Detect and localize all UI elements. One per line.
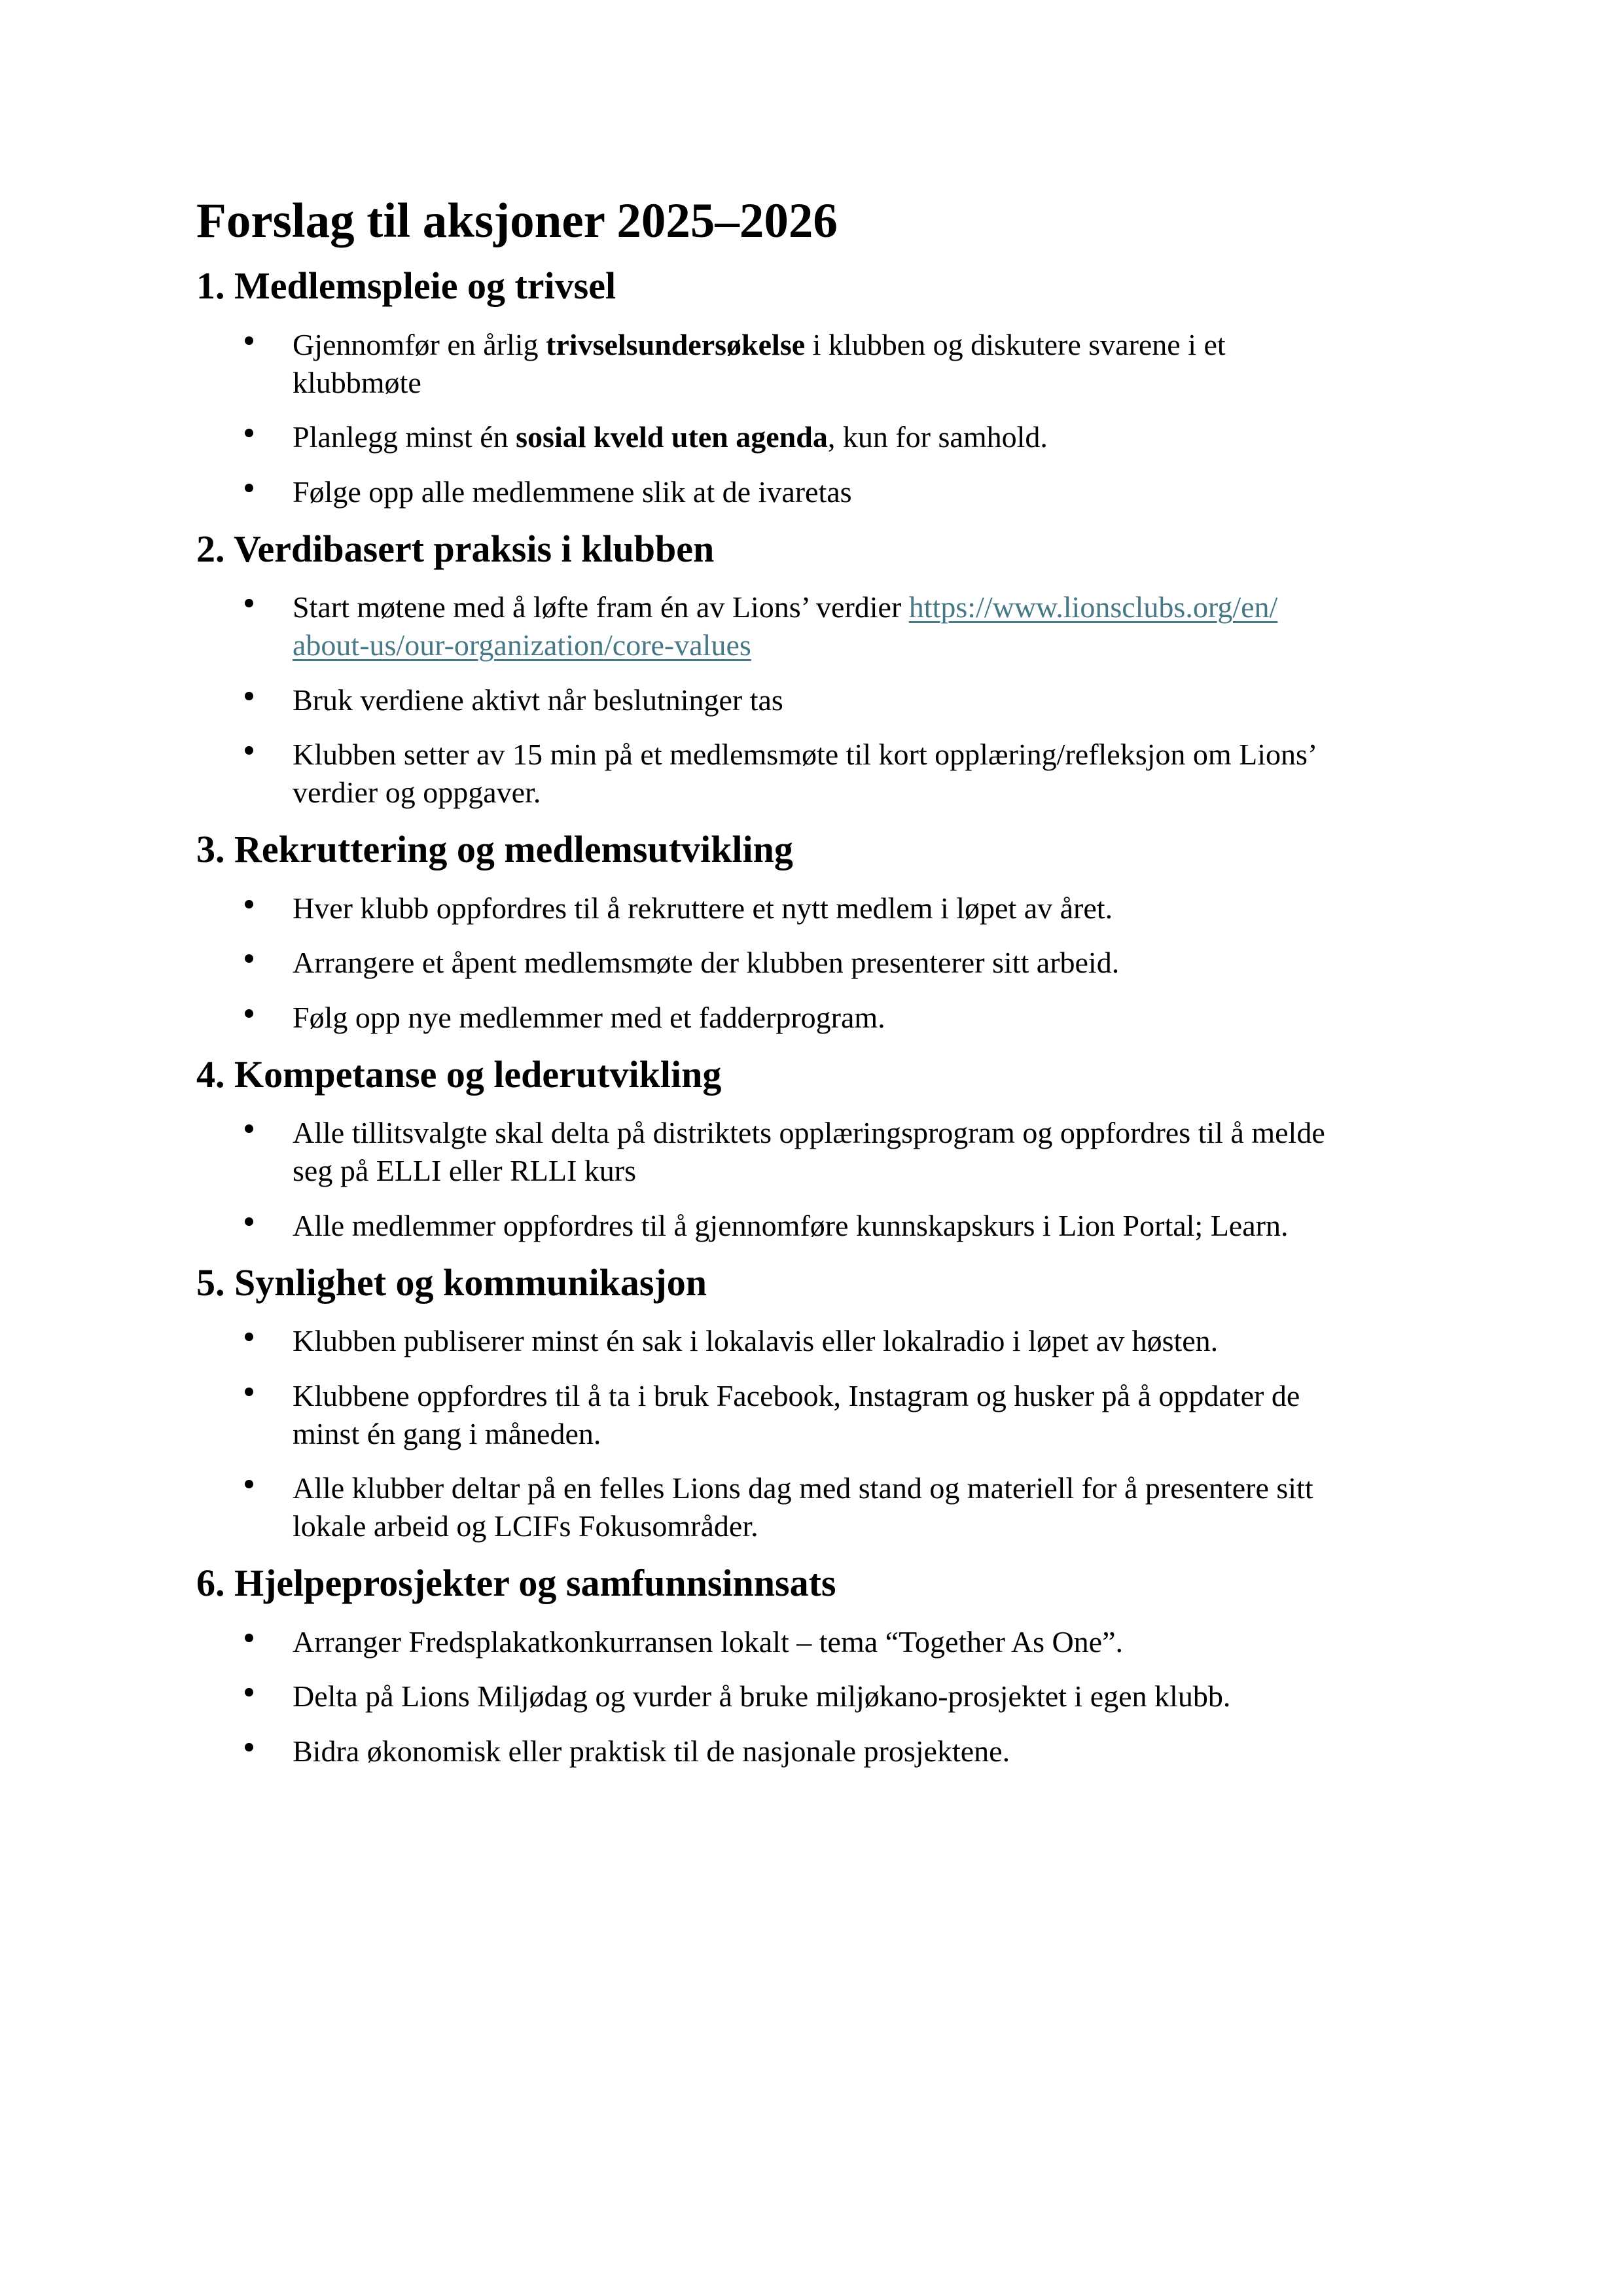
text-line: [293, 1377, 1427, 1415]
bullet-icon: [245, 1333, 253, 1341]
text-run: Alle tillitsvalgte skal delta på distriktets opplæringsprogram og oppfordres til å melde: [293, 1116, 1325, 1149]
section-heading: 5. Synlighet og kommunikasjon: [196, 1261, 707, 1304]
text-run: Klubbene oppfordres til å ta i bruk Facebook, Instagram og husker på å oppdater de: [293, 1378, 1300, 1412]
action-item-text: [293, 1469, 1427, 1545]
action-item: [196, 1677, 1427, 1715]
section-heading: 1. Medlemspleie og trivsel: [196, 264, 616, 307]
text-line: [293, 1114, 1427, 1152]
bullet-icon: [245, 1009, 253, 1018]
text-line: [293, 944, 1427, 982]
section-2: [196, 526, 1427, 812]
action-item: [196, 681, 1427, 719]
action-item: [196, 1732, 1427, 1770]
action-item-text: [293, 1677, 1427, 1715]
text-line: [293, 736, 1427, 774]
text-line: [293, 1677, 1427, 1715]
bullet-icon: [245, 1480, 253, 1488]
action-item: [196, 736, 1427, 812]
bullet-icon: [245, 900, 253, 908]
action-item: [196, 944, 1427, 982]
text-run: Bidra økonomisk eller praktisk til de nasjonale prosjektene.: [293, 1734, 1010, 1768]
action-item: [196, 1207, 1427, 1245]
bullet-icon: [245, 484, 253, 492]
text-run: Start møtene med å løfte fram én av Lions’ verdier: [293, 590, 909, 624]
text-run: minst én gang i måneden.: [293, 1416, 601, 1450]
text-run: Klubben setter av 15 min på et medlemsmøte til kort opplæring/refleksjon om Lions’: [293, 738, 1318, 771]
action-list: [196, 1623, 1427, 1770]
action-item-text: [293, 326, 1427, 402]
action-item: [196, 418, 1427, 456]
action-item: [196, 1114, 1427, 1190]
section-6: [196, 1560, 1427, 1770]
action-item-text: [293, 418, 1427, 456]
text-run: Klubben publiserer minst én sak i lokalavis eller lokalradio i løpet av høsten.: [293, 1324, 1219, 1357]
text-run: Arrangere et åpent medlemsmøte der klubben presenterer sitt arbeid.: [293, 946, 1120, 979]
text-line: [293, 1207, 1427, 1245]
section-4: [196, 1052, 1427, 1245]
action-list: [196, 1322, 1427, 1545]
text-run: Alle medlemmer oppfordres til å gjennomføre kunnskapskurs i Lion Portal; Learn.: [293, 1208, 1289, 1242]
action-list: [196, 588, 1427, 812]
text-line: [293, 1152, 1427, 1190]
text-run: Følg opp nye medlemmer med et fadderprogram.: [293, 1000, 885, 1034]
text-run: klubbmøte: [293, 365, 421, 399]
action-item: [196, 588, 1427, 664]
bullet-icon: [245, 1688, 253, 1696]
action-item: [196, 1377, 1427, 1453]
text-line: [293, 364, 1427, 402]
action-item-text: [293, 473, 1427, 511]
text-run: i klubben og diskutere svarene i et: [805, 327, 1226, 361]
action-item-text: [293, 736, 1427, 812]
bullet-icon: [245, 1217, 253, 1226]
action-list: [196, 889, 1427, 1037]
text-line: [293, 1507, 1427, 1545]
bullet-icon: [245, 336, 253, 345]
bullet-icon: [245, 692, 253, 700]
action-item: [196, 473, 1427, 511]
bullet-icon: [245, 1388, 253, 1396]
bold-text: sosial kveld uten agenda: [516, 420, 828, 454]
section-heading: 3. Rekruttering og medlemsutvikling: [196, 828, 793, 870]
action-item-text: [293, 944, 1427, 982]
action-item-text: [293, 1377, 1427, 1453]
bold-text: trivselsundersøkelse: [546, 327, 806, 361]
text-line: [293, 889, 1427, 927]
action-item-text: [293, 681, 1427, 719]
text-line: [293, 326, 1427, 364]
action-item: [196, 999, 1427, 1037]
section-5: [196, 1260, 1427, 1546]
action-item-text: [293, 588, 1427, 664]
action-item: [196, 1469, 1427, 1545]
section-heading: 4. Kompetanse og lederutvikling: [196, 1052, 722, 1096]
bullet-icon: [245, 1124, 253, 1133]
action-item-text: [293, 1207, 1427, 1245]
sections-container: [196, 263, 1427, 1770]
text-run: Arranger Fredsplakatkonkurransen lokalt – tema “Together As One”.: [293, 1624, 1124, 1659]
text-line: [293, 1469, 1427, 1507]
action-item-text: [293, 999, 1427, 1037]
text-run: Planlegg minst én: [293, 420, 516, 454]
text-line: [293, 1322, 1427, 1360]
action-item: [196, 889, 1427, 927]
text-run: Delta på Lions Miljødag og vurder å bruke miljøkano-prosjektet i egen klubb.: [293, 1679, 1231, 1713]
text-line: [293, 1623, 1427, 1661]
text-run: Gjennomfør en årlig: [293, 327, 546, 361]
core-values-link[interactable]: about-us/our-organization/core-values: [293, 628, 751, 662]
text-run: lokale arbeid og LCIFs Fokusområder.: [293, 1509, 758, 1543]
action-item: [196, 326, 1427, 402]
bullet-icon: [245, 429, 253, 437]
text-run: verdier og oppgaver.: [293, 776, 541, 809]
action-item-text: [293, 1322, 1427, 1360]
section-heading: 2. Verdibasert praksis i klubben: [196, 527, 715, 570]
text-line: [293, 1732, 1427, 1770]
bullet-icon: [245, 1743, 253, 1751]
action-item-text: [293, 889, 1427, 927]
action-item: [196, 1322, 1427, 1360]
section-heading: 6. Hjelpeprosjekter og samfunnsinnsats: [196, 1562, 836, 1604]
action-item-text: [293, 1114, 1427, 1190]
action-list: [196, 1114, 1427, 1245]
text-run: Hver klubb oppfordres til å rekruttere et nytt medlem i løpet av året.: [293, 891, 1113, 925]
action-item: [196, 1623, 1427, 1661]
document-title: Forslag til aksjoner 2025–2026: [196, 194, 838, 248]
text-run: Alle klubber deltar på en felles Lions dag med stand og materiell for å presentere sitt: [293, 1471, 1313, 1505]
core-values-link[interactable]: https://www.lionsclubs.org/en/: [908, 590, 1278, 624]
text-line: [293, 418, 1427, 456]
text-line: [293, 1415, 1427, 1453]
text-run: seg på ELLI eller RLLI kurs: [293, 1154, 636, 1187]
bullet-icon: [245, 954, 253, 963]
text-line: [293, 626, 1427, 664]
text-line: [293, 473, 1427, 511]
section-3: [196, 827, 1427, 1037]
text-line: [293, 774, 1427, 812]
action-item-text: [293, 1623, 1427, 1661]
text-line: [293, 588, 1427, 626]
text-run: Bruk verdiene aktivt når beslutninger tas: [293, 683, 783, 717]
action-item-text: [293, 1732, 1427, 1770]
action-list: [196, 326, 1427, 511]
bullet-icon: [245, 746, 253, 755]
text-line: [293, 999, 1427, 1037]
section-1: [196, 263, 1427, 511]
bullet-icon: [245, 1634, 253, 1642]
text-line: [293, 681, 1427, 719]
document-page: [196, 192, 1427, 1770]
bullet-icon: [245, 599, 253, 607]
text-run: Følge opp alle medlemmene slik at de ivaretas: [293, 475, 852, 509]
text-run: , kun for samhold.: [827, 420, 1048, 454]
